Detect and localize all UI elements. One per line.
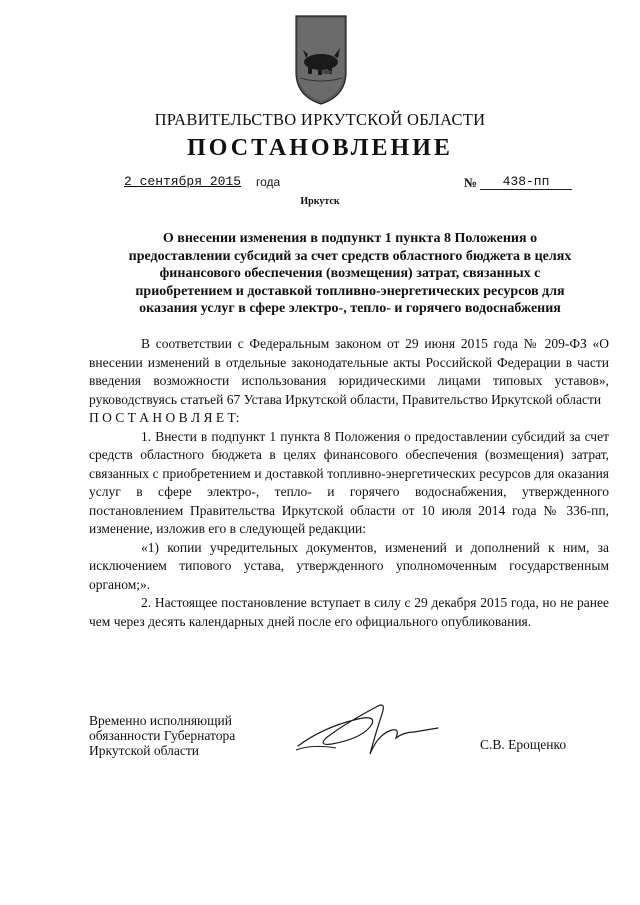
position-line: Временно исполняющий — [89, 713, 232, 728]
title-line: О внесении изменения в подпункт 1 пункта 8 Положения о — [162, 231, 538, 246]
title-line: оказания услуг в сфере электро-, тепло- и горячего водоснабжения — [139, 301, 561, 316]
document-body — [89, 335, 609, 631]
coat-of-arms-emblem — [294, 14, 348, 106]
date-number-line — [124, 174, 584, 192]
quoted-amendment: «1) копии учредительных документов, изменений и дополнений к ним, за исключением типового устава, утвержденного уполномоченным государственным органом;». — [89, 539, 609, 592]
handwritten-signature — [292, 698, 442, 760]
title-line: приобретением и доставкой топливно-энергетических ресурсов для — [135, 283, 565, 299]
signatory-name: С.В. Ерощенко — [480, 737, 567, 752]
number-sign: № — [464, 175, 478, 190]
item-2-paragraph: 2. Настоящее постановление вступает в силу с 29 декабря 2015 года, но не ранее чем через десять календарных дней после его официального опубликования. — [89, 595, 609, 629]
document-date: 2 сентября 2015 — [124, 174, 242, 189]
preamble-paragraph: В соответствии с Федеральным законом от 29 июня 2015 года № 209-ФЗ «О внесении изменений в отдельные законодательные акты Российской Федерации в части введения возможности использования юридическими лицами типовых уставов», руководствуясь статьей 67 Устава Иркутской области, Правительство Иркутской области — [89, 336, 609, 407]
resolves-heading: П О С Т А Н О В Л Я Е Т: — [89, 410, 240, 425]
date-suffix: года — [256, 175, 281, 189]
signatory-position — [89, 713, 235, 758]
document-type-heading: ПОСТАНОВЛЕНИЕ — [187, 135, 453, 161]
document-number: 438-пп — [480, 174, 572, 190]
government-name: ПРАВИТЕЛЬСТВО ИРКУТСКОЙ ОБЛАСТИ — [154, 110, 486, 129]
position-line: Иркутской области — [89, 743, 200, 758]
document-title — [120, 230, 580, 318]
title-line: финансового обеспечения (возмещения) затрат, связанных с — [159, 266, 541, 281]
city-name: Иркутск — [300, 196, 340, 207]
item-1-paragraph: 1. Внести в подпункт 1 пункта 8 Положения о предоставлении субсидий за счет средств областного бюджета в целях финансового обеспечения (возмещения) затрат, связанных с приобретением и доставкой топливно-энергетических ресурсов для оказания услуг в сфере электро-, тепло- и горячего водоснабжения, утвержденного постановлением Правительства Иркутской области от 10 июля 2014 года № 336-пп, изменение, изложив его в следующей редакции: — [89, 428, 609, 536]
position-line: обязанности Губернатора — [89, 728, 236, 743]
title-line: предоставлении субсидий за счет средств областного бюджета в целях — [128, 248, 572, 264]
